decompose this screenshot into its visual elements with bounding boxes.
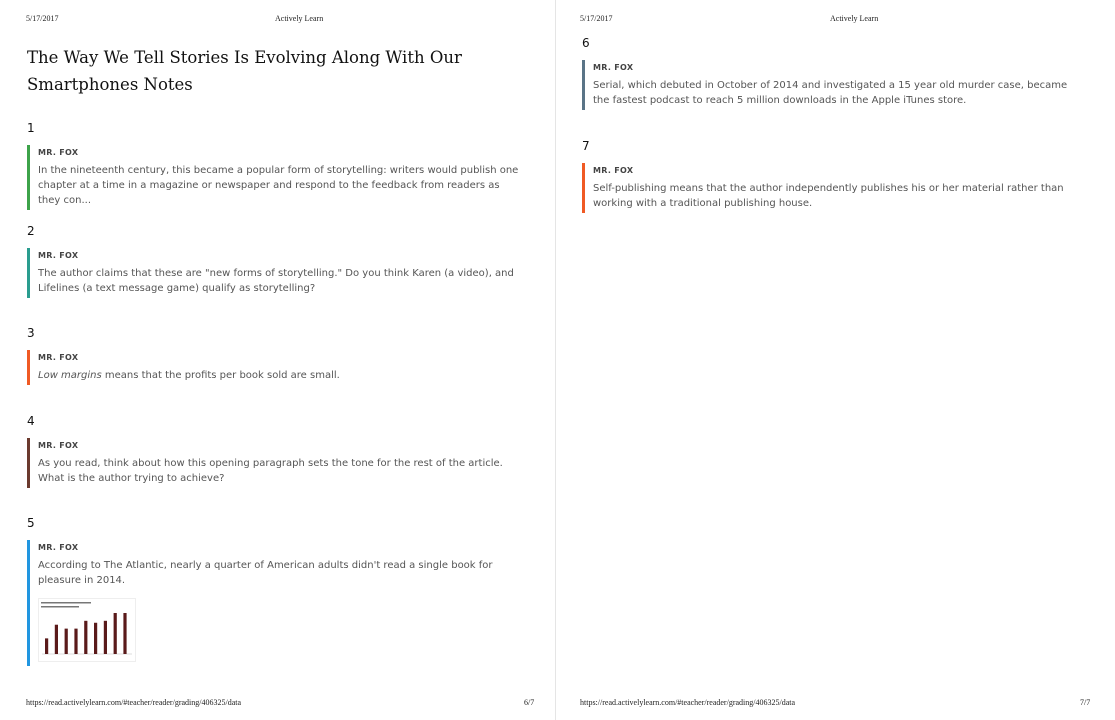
note-text: According to The Atlantic, nearly a quarter of American adults didn't read a single book for pleasure in 2014. <box>38 560 493 586</box>
note-number: 2 <box>27 224 35 238</box>
footer-page-number: 7/7 <box>1080 698 1091 707</box>
note-box <box>582 163 1082 213</box>
note-box <box>27 145 522 210</box>
note-5 <box>27 514 522 666</box>
note-author: MR. FOX <box>593 63 634 72</box>
note-text: In the nineteenth century, this became a popular form of storytelling: writers would publish one chapter at a time in a magazine or newspaper and respond to the feedback from readers as they con... <box>38 165 519 206</box>
note-number: 3 <box>27 326 35 340</box>
note-box <box>27 248 522 298</box>
footer-page-number: 6/7 <box>524 698 535 707</box>
chart-bar <box>114 613 117 654</box>
note-text: Serial, which debuted in October of 2014 and investigated a 15 year old murder case, became the fastest podcast to reach 5 million downloads in the Apple iTunes store. <box>593 80 1068 106</box>
page-title: The Way We Tell Stories Is Evolving Along With Our Smartphones Notes <box>27 48 462 94</box>
pdf-page-7 <box>556 0 1115 720</box>
note-number: 6 <box>582 36 590 50</box>
note-number: 4 <box>27 414 35 428</box>
footer-url: https://read.activelylearn.com/#teacher/reader/grading/406325/data <box>580 698 796 707</box>
header-date: 5/17/2017 <box>26 14 59 23</box>
note-number: 5 <box>27 516 35 530</box>
note-author: MR. FOX <box>38 353 79 362</box>
note-chart-image <box>38 598 136 662</box>
note-box <box>27 540 522 666</box>
footer-url: https://read.activelylearn.com/#teacher/reader/grading/406325/data <box>26 698 242 707</box>
note-text <box>38 368 522 383</box>
chart-caption-line <box>41 602 91 604</box>
note-text: As you read, think about how this opening paragraph sets the tone for the rest of the article. What is the author trying to achieve? <box>38 458 503 484</box>
note-6 <box>582 34 1082 110</box>
note-box <box>27 350 522 385</box>
header-site: Actively Learn <box>275 14 324 23</box>
note-2 <box>27 222 522 298</box>
chart-bar <box>45 638 48 654</box>
note-4 <box>27 412 522 488</box>
note-number: 7 <box>582 139 590 153</box>
note-text-rest: means that the profits per book sold are small. <box>101 370 340 381</box>
chart-bar <box>65 629 68 654</box>
note-box <box>582 60 1082 110</box>
note-box <box>27 438 522 488</box>
note-text-emphasis: Low margins <box>38 370 102 381</box>
header-date: 5/17/2017 <box>580 14 613 23</box>
note-author: MR. FOX <box>38 441 79 450</box>
chart-bar <box>123 613 126 654</box>
chart-bar <box>55 625 58 654</box>
pdf-page-6 <box>0 0 556 720</box>
chart-bar <box>84 621 87 654</box>
note-1 <box>27 119 522 210</box>
note-author: MR. FOX <box>593 166 634 175</box>
chart-thumbnail <box>39 599 135 661</box>
note-number: 1 <box>27 121 35 135</box>
note-3 <box>27 324 522 385</box>
note-text: The author claims that these are "new forms of storytelling." Do you think Karen (a video), and Lifelines (a text message game) qualify as storytelling? <box>38 268 514 294</box>
chart-bar <box>94 623 97 654</box>
chart-bar <box>104 621 107 654</box>
chart-bar <box>74 629 77 654</box>
note-author: MR. FOX <box>38 148 79 157</box>
note-author: MR. FOX <box>38 251 79 260</box>
header-site: Actively Learn <box>830 14 879 23</box>
note-text: Self-publishing means that the author independently publishes his or her material rather than working with a traditional publishing house. <box>593 183 1064 209</box>
note-author: MR. FOX <box>38 543 79 552</box>
chart-caption-line <box>41 606 79 608</box>
note-7 <box>582 137 1082 213</box>
